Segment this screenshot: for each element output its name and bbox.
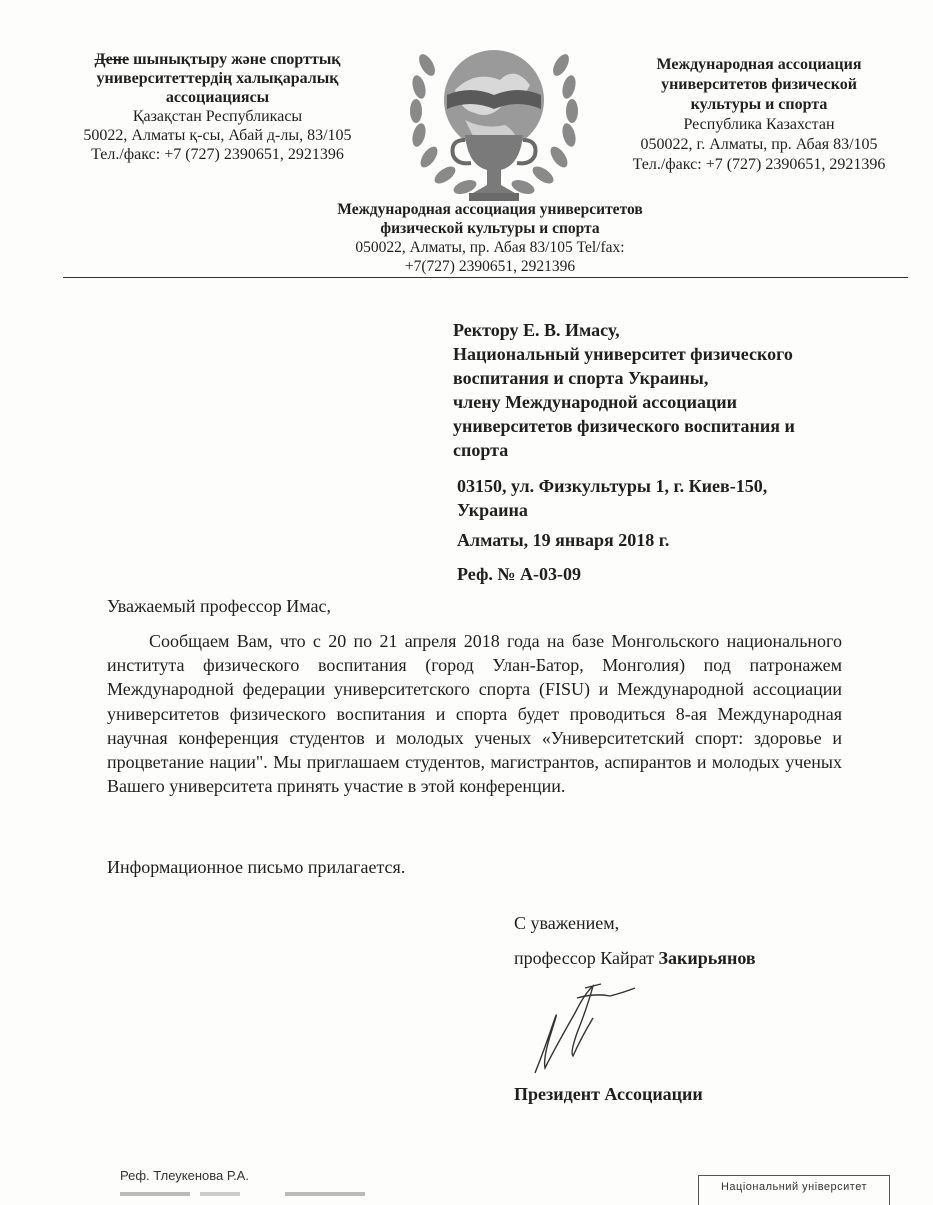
letter-date: Алматы, 19 января 2018 г.	[457, 530, 670, 550]
footer-reference: Реф. Тлеукенова Р.А.	[120, 1168, 249, 1183]
header-kazakh-line4: Қазақстан Республикасы	[132, 108, 303, 125]
header-kazakh-line6: Тел./факс: +7 (727) 2390651, 2921396	[91, 146, 344, 163]
salutation: Уважаемый профессор Имас,	[107, 596, 331, 616]
header-russian-line1: Международная ассоциация	[656, 56, 862, 73]
signer-surname: Закирьянов	[658, 948, 756, 968]
closing-regards: С уважением,	[514, 913, 620, 933]
association-emblem-icon	[405, 25, 583, 215]
header-kazakh	[40, 50, 395, 164]
header-center-line2: физической культуры и спорта	[380, 220, 600, 237]
addressee-line: Ректору Е. В. Имасу,	[453, 320, 620, 340]
header-kazakh-line1: Дене шынықтыру және спорттық	[94, 51, 341, 68]
header-kazakh-struck-word: Дене	[94, 51, 130, 68]
addressee-line: воспитания и спорта Украины,	[453, 368, 709, 388]
addressee-address	[457, 474, 887, 522]
signer-title: Президент Ассоциации	[514, 1084, 703, 1104]
letter-body: Сообщаем Вам, что с 20 по 21 апреля 2018 года на базе Монгольского национального института физического воспитания (город Улан-Батор, Монголия) под патронажем Международной федерации университетского спорта (FISU) и Международной ассоциации университетов физического воспитания и спорта будет проводиться 8-ая Международная научная конференция студентов и молодых ученых «Университетский спорт: здоровье и процветание нации". Мы приглашаем студентов, магистрантов, аспирантов и молодых ученых Вашего университета принять участие в этой конференции.	[107, 631, 842, 797]
header-russian-line5: 050022, г. Алматы, пр. Абая 83/105	[640, 136, 878, 153]
header-center-line1: Международная ассоциация университетов	[337, 201, 643, 218]
enclosure-note: Информационное письмо прилагается.	[107, 857, 406, 877]
letter-reference: Реф. № А-03-09	[457, 564, 581, 584]
received-stamp: Національний університет	[698, 1175, 890, 1205]
handwritten-signature	[515, 978, 650, 1078]
addressee-block	[453, 318, 883, 462]
addressee-line: Национальный университет физического	[453, 344, 793, 364]
header-center-line3: 050022, Алматы, пр. Абая 83/105 Tel/fax:	[355, 239, 625, 256]
addressee-line: члену Международной ассоциации	[453, 392, 738, 412]
header-kazakh-line2: университеттердің халықаралық	[96, 70, 339, 87]
address-line: Украина	[457, 500, 528, 520]
header-russian-line4: Республика Казахстан	[683, 116, 835, 133]
addressee-line: спорта	[453, 440, 509, 460]
header-russian	[600, 55, 918, 175]
signer-name: профессор Кайрат Закирьянов	[514, 948, 756, 968]
header-center	[260, 200, 720, 276]
header-center-line4: +7(727) 2390651, 2921396	[404, 258, 576, 275]
header-divider	[63, 277, 908, 278]
header-kazakh-line3: ассоциациясы	[165, 89, 270, 106]
header-kazakh-line5: 50022, Алматы қ-сы, Абай д-лы, 83/105	[83, 127, 352, 144]
footer-faded-text	[120, 1190, 380, 1198]
addressee-line: университетов физического воспитания и	[453, 416, 795, 436]
header-russian-line3: культуры и спорта	[690, 96, 828, 113]
header-russian-line2: университетов физической	[661, 76, 857, 93]
address-line: 03150, ул. Физкультуры 1, г. Киев-150,	[457, 476, 768, 496]
header-russian-line6: Тел./факс: +7 (727) 2390651, 2921396	[632, 156, 886, 173]
